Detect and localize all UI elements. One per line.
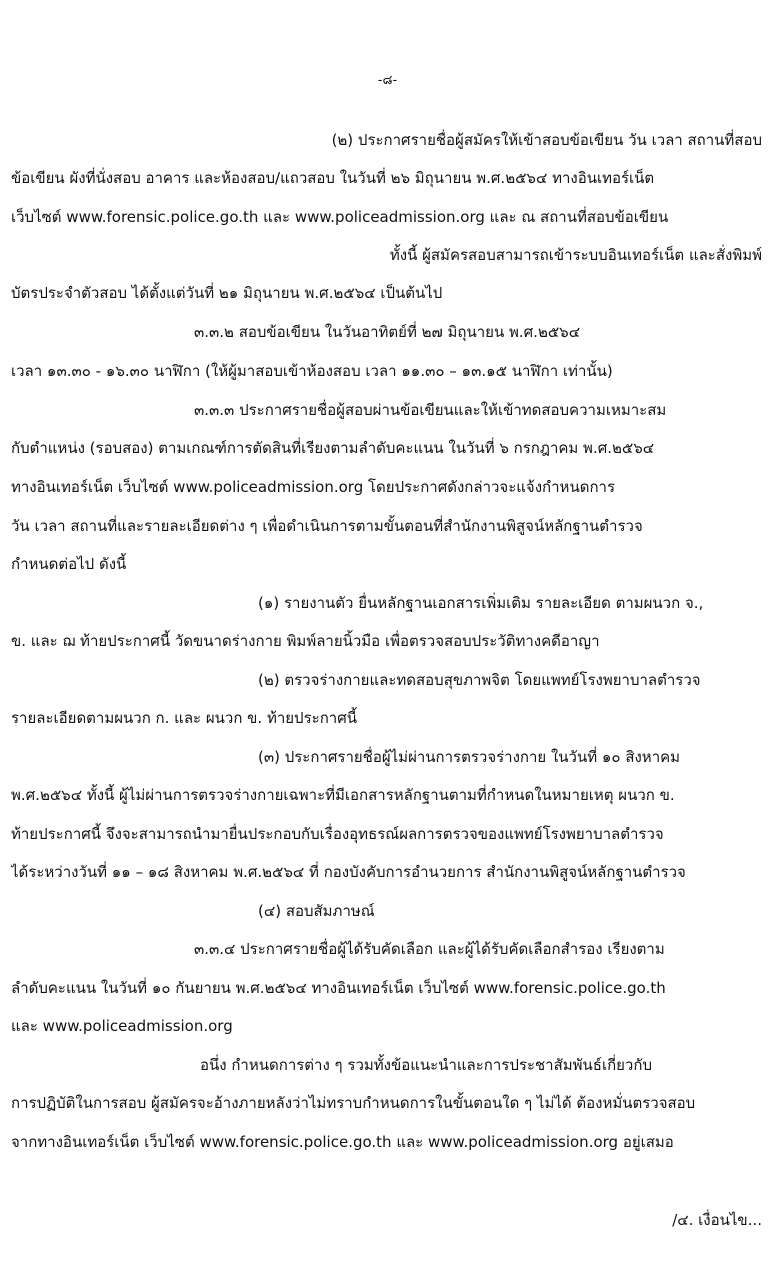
text-line: (๑) รายงานตัว ยื่นหลักฐานเอกสารเพิ่มเติม รายละเอียด ตามผนวก จ., [258,594,704,612]
text-line: ลำดับคะแนน ในวันที่ ๑๐ กันยายน พ.ศ.๒๕๖๔ ทางอินเทอร์เน็ต เว็บไซต์ www.forensic.police.go.th [11,979,666,997]
text-line: (๒) ประกาศรายชื่อผู้สมัครให้เข้าสอบข้อเขียน วัน เวลา สถานที่สอบ [331,131,762,149]
text-line: การปฏิบัติในการสอบ ผู้สมัครจะอ้างภายหลังว่าไม่ทราบกำหนดการในขั้นตอนใด ๆ ไม่ได้ ต้องหมั่นตรวจสอบ [11,1094,696,1112]
text-line: และ www.policeadmission.org [11,1017,233,1035]
text-line: อนึ่ง กำหนดการต่าง ๆ รวมทั้งข้อแนะนำและการประชาสัมพันธ์เกี่ยวกับ [200,1056,652,1074]
text-line: กำหนดต่อไป ดังนี้ [11,555,127,573]
text-line: ข้อเขียน ผังที่นั่งสอบ อาคาร และห้องสอบ/แถวสอบ ในวันที่ ๒๖ มิถุนายน พ.ศ.๒๕๖๔ ทางอินเทอร์เน็ต [11,169,655,187]
text-line: (๒) ตรวจร่างกายและทดสอบสุขภาพจิต โดยแพทย์โรงพยาบาลตำรวจ [258,671,701,689]
page-number: -๘- [377,73,398,88]
text-line: ๓.๓.๓ ประกาศรายชื่อผู้สอบผ่านข้อเขียนและให้เข้าทดสอบความเหมาะสม [194,401,667,419]
text-line: ได้ระหว่างวันที่ ๑๑ – ๑๘ สิงหาคม พ.ศ.๒๕๖๔ ที่ กองบังคับการอำนวยการ สำนักงานพิสูจน์หลักฐานตำรวจ [11,863,686,881]
text-line: ทางอินเทอร์เน็ต เว็บไซต์ www.policeadmission.org โดยประกาศดังกล่าวจะแจ้งกำหนดการ [11,478,615,496]
text-line: วัน เวลา สถานที่และรายละเอียดต่าง ๆ เพื่อดำเนินการตามขั้นตอนที่สำนักงานพิสูจน์หลักฐานตำรวจ [11,517,643,535]
text-line: ๓.๓.๔ ประกาศรายชื่อผู้ได้รับคัดเลือก และผู้ได้รับคัดเลือกสำรอง เรียงตาม [194,940,665,958]
text-line: เวลา ๑๓.๓๐ - ๑๖.๓๐ นาฬิกา (ให้ผู้มาสอบเข้าห้องสอบ เวลา ๑๑.๓๐ – ๑๓.๑๕ นาฬิกา เท่านั้น) [11,362,613,380]
continuation-marker: /๔. เงื่อนไข... [672,1211,762,1229]
text-line: (๔) สอบสัมภาษณ์ [258,902,375,920]
text-line: เว็บไซต์ www.forensic.police.go.th และ www.policeadmission.org และ ณ สถานที่สอบข้อเขียน [11,208,669,226]
text-line: ๓.๓.๒ สอบข้อเขียน ในวันอาทิตย์ที่ ๒๗ มิถุนายน พ.ศ.๒๕๖๔ [194,323,581,341]
text-line: บัตรประจำตัวสอบ ได้ตั้งแต่วันที่ ๒๑ มิถุนายน พ.ศ.๒๕๖๔ เป็นต้นไป [11,284,443,302]
text-line: จากทางอินเทอร์เน็ต เว็บไซต์ www.forensic.police.go.th และ www.policeadmission.org อยู่เสมอ [11,1133,674,1151]
text-line: ข. และ ฌ ท้ายประกาศนี้ วัดขนาดร่างกาย พิมพ์ลายนิ้วมือ เพื่อตรวจสอบประวัติทางคดีอาญา [11,632,600,650]
text-line: (๓) ประกาศรายชื่อผู้ไม่ผ่านการตรวจร่างกาย ในวันที่ ๑๐ สิงหาคม [258,748,681,766]
text-line: กับตำแหน่ง (รอบสอง) ตามเกณฑ์การตัดสินที่เรียงตามลำดับคะแนน ในวันที่ ๖ กรกฎาคม พ.ศ.๒๕๖๔ [11,439,655,457]
text-line: พ.ศ.๒๕๖๔ ทั้งนี้ ผู้ไม่ผ่านการตรวจร่างกายเฉพาะที่มีเอกสารหลักฐานตามที่กำหนดในหมายเหตุ ผนวก ข. [11,786,675,804]
text-line: ท้ายประกาศนี้ จึงจะสามารถนำมายื่นประกอบกับเรื่องอุทธรณ์ผลการตรวจของแพทย์โรงพยาบาลตำรวจ [11,825,664,843]
text-line: รายละเอียดตามผนวก ก. และ ผนวก ข. ท้ายประกาศนี้ [11,709,357,727]
text-line: ทั้งนี้ ผู้สมัครสอบสามารถเข้าระบบอินเทอร์เน็ต และสั่งพิมพ์ [389,246,762,264]
